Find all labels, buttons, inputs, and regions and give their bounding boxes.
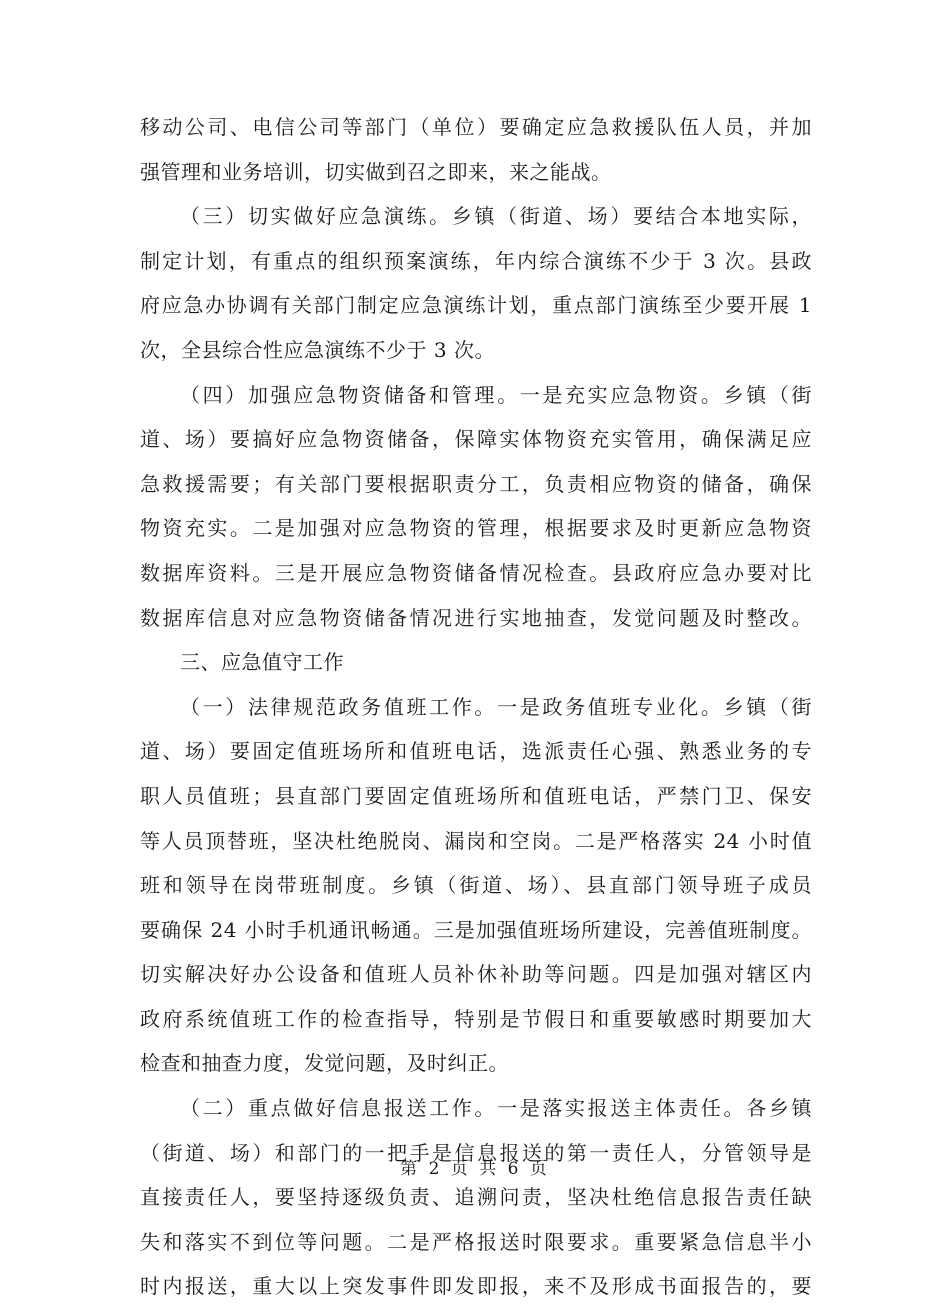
- text-line: （四）加强应急物资储备和管理。一是充实应急物资。乡镇（街: [180, 382, 812, 407]
- text-line: （街道、场）和部门的一把手是信息报送的第一责任人，分管领导是: [140, 1140, 812, 1165]
- text-line: （三）切实做好应急演练。乡镇（街道、场）要结合本地实际，: [180, 204, 812, 229]
- text-line: 道、场）要搞好应急物资储备，保障实体物资充实管用，确保满足应: [140, 427, 812, 452]
- page-footer: 第 2 页 共 6 页: [400, 1159, 550, 1179]
- text-line: 数据库资料。三是开展应急物资储备情况检查。县政府应急办要对比: [140, 560, 812, 585]
- text-line: 班和领导在岗带班制度。乡镇（街道、场）、县直部门领导班子成员: [140, 873, 812, 898]
- text-line: 政府系统值班工作的检查指导，特别是节假日和重要敏感时期要加大: [140, 1006, 812, 1031]
- document-body: [140, 105, 812, 1309]
- text-line: 等人员顶替班，坚决杜绝脱岗、漏岗和空岗。二是严格落实 24 小时值: [140, 828, 812, 853]
- text-line: 时内报送，重大以上突发事件即发即报，来不及形成书面报告的，要: [140, 1274, 812, 1299]
- text-line: 移动公司、电信公司等部门（单位）要确定应急救援队伍人员，并加: [140, 115, 812, 139]
- text-line: 道、场）要固定值班场所和值班电话，选派责任心强、熟悉业务的专: [140, 739, 812, 764]
- text-line: 制定计划，有重点的组织预案演练，年内综合演练不少于 3 次。县政: [140, 248, 812, 273]
- text-line: 检查和抽查力度，发觉问题，及时纠正。: [140, 1051, 509, 1076]
- text-line: （一）法律规范政务值班工作。一是政务值班专业化。乡镇（街: [180, 694, 812, 719]
- text-line: 数据库信息对应急物资储备情况进行实地抽查，发觉问题及时整改。: [140, 605, 812, 630]
- text-line: 物资充实。二是加强对应急物资的管理，根据要求及时更新应急物资: [140, 516, 812, 541]
- text-line: 要确保 24 小时手机通讯畅通。三是加强值班场所建设，完善值班制度。: [140, 917, 812, 942]
- text-line: 强管理和业务培训，切实做到召之即来，来之能战。: [140, 159, 612, 184]
- text-line: （二）重点做好信息报送工作。一是落实报送主体责任。各乡镇: [180, 1096, 812, 1121]
- text-line: 府应急办协调有关部门制定应急演练计划，重点部门演练至少要开展 1: [140, 293, 812, 318]
- text-line: 三、应急值守工作: [180, 650, 344, 675]
- text-line: 次，全县综合性应急演练不少于 3 次。: [140, 337, 495, 362]
- text-line: 直接责任人，要坚持逐级负责、追溯问责，坚决杜绝信息报告责任缺: [140, 1185, 812, 1210]
- text-line: 职人员值班；县直部门要固定值班场所和值班电话，严禁门卫、保安: [140, 783, 812, 808]
- text-line: 切实解决好办公设备和值班人员补休补助等问题。四是加强对辖区内: [140, 962, 812, 987]
- text-line: 失和落实不到位等问题。二是严格报送时限要求。重要紧急信息半小: [140, 1229, 812, 1254]
- text-line: 急救援需要；有关部门要根据职责分工，负责相应物资的储备，确保: [140, 471, 812, 496]
